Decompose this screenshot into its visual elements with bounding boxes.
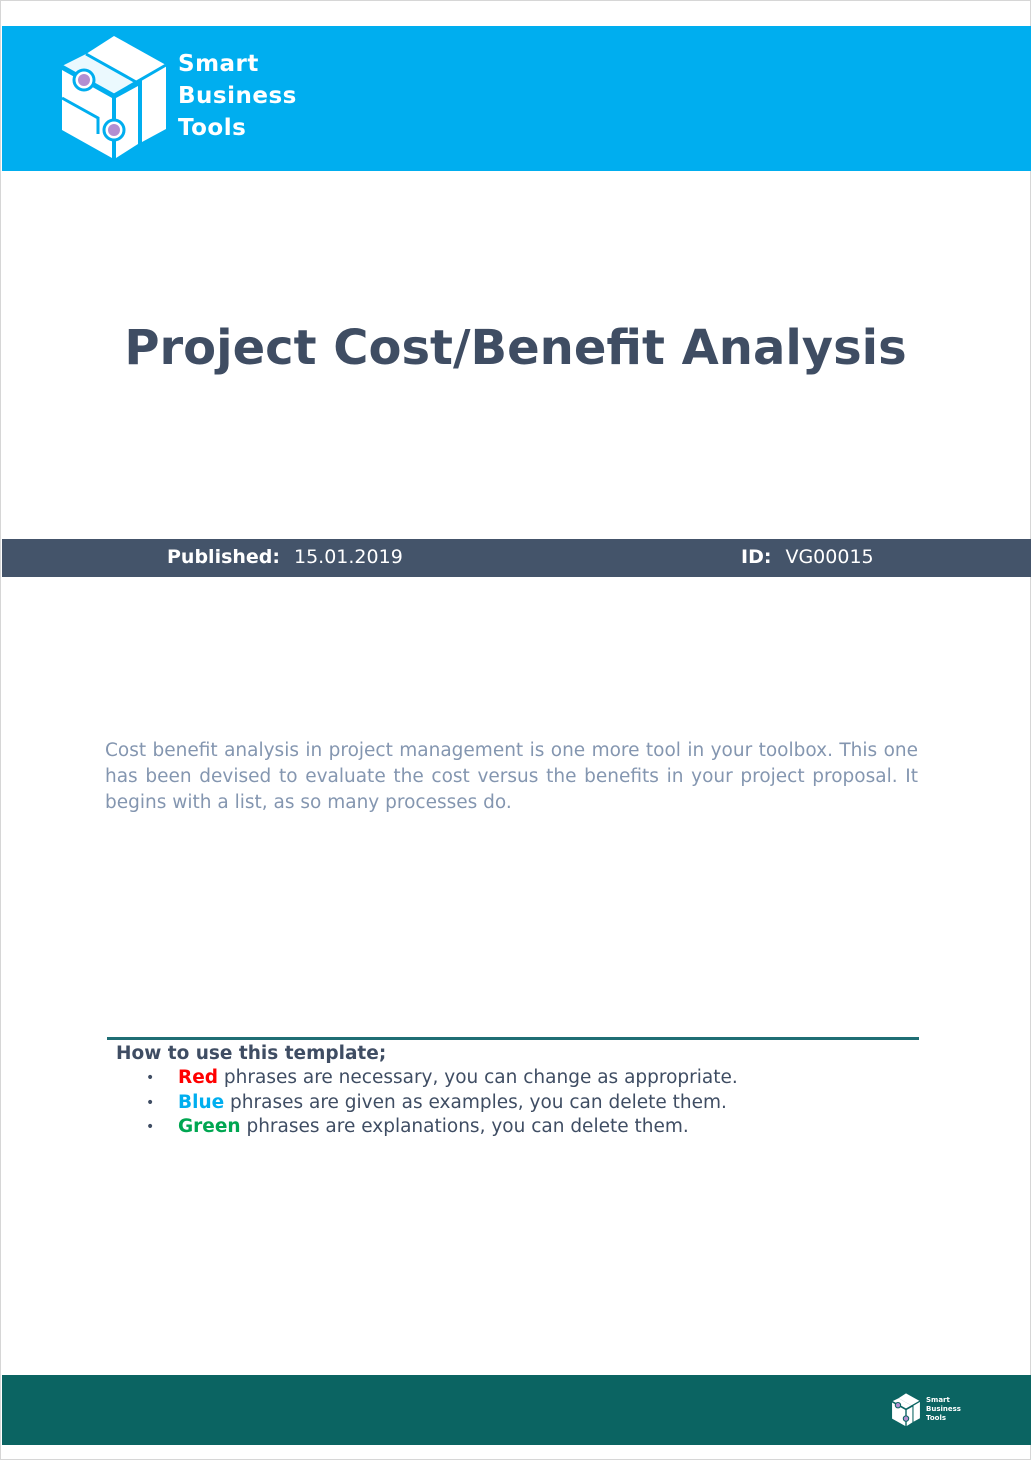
- id-field: [741, 546, 874, 568]
- howto-keyword: Red: [178, 1067, 219, 1088]
- howto-title: How to use this template;: [116, 1043, 387, 1064]
- meta-band: [2, 539, 1031, 577]
- bullet-icon: •: [146, 1070, 155, 1086]
- howto-keyword: Green: [178, 1116, 241, 1137]
- footer-brand-text: [926, 1396, 961, 1423]
- published-field: [167, 546, 403, 568]
- brand-logo-text: [178, 48, 297, 144]
- cube-logo-icon: [58, 34, 170, 162]
- brand-line-2: Business: [178, 83, 297, 109]
- howto-list: [146, 1066, 738, 1140]
- howto-item-blue: [146, 1091, 738, 1116]
- footer-band: [2, 1375, 1031, 1445]
- published-value: 15.01.2019: [294, 546, 403, 568]
- howto-text: phrases are necessary, you can change as appropriate.: [218, 1067, 738, 1088]
- howto-item-red: [146, 1066, 738, 1091]
- brand-line-3: Tools: [178, 115, 247, 141]
- footer-brand-line-3: Tools: [926, 1414, 947, 1422]
- intro-paragraph: Cost benefit analysis in project management is one more tool in your toolbox. This one has been devised to evaluate the cost versus the benefits in your project proposal. It begins with a list, as so many processes do.: [105, 740, 918, 813]
- bullet-icon: •: [146, 1119, 155, 1135]
- howto-text: phrases are given as examples, you can delete them.: [224, 1091, 727, 1113]
- bullet-icon: •: [146, 1094, 155, 1111]
- id-value: VG00015: [785, 546, 874, 568]
- howto-item-green: [146, 1115, 738, 1140]
- cube-logo-icon: [891, 1392, 921, 1428]
- footer-brand-line-1: Smart: [926, 1396, 950, 1404]
- id-label: ID:: [741, 546, 772, 568]
- document-title: Project Cost/Benefit Analysis: [124, 320, 907, 376]
- published-label: Published:: [167, 546, 280, 568]
- howto-text: phrases are explanations, you can delete them.: [240, 1116, 689, 1137]
- brand-line-1: Smart: [178, 51, 259, 77]
- howto-divider: [107, 1037, 919, 1040]
- footer-brand-line-2: Business: [926, 1405, 961, 1413]
- howto-keyword: Blue: [178, 1091, 225, 1113]
